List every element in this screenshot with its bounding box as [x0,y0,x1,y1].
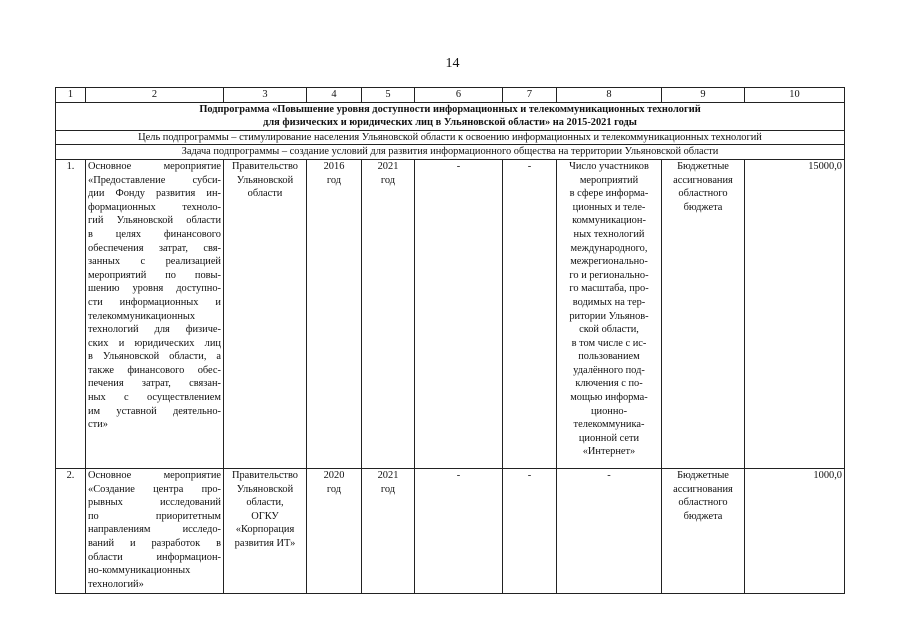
end-line: 2021 [377,469,399,481]
indicator-line: ционно- [590,405,628,417]
indicator-line: мероприятий [579,174,639,186]
column-7-cell: - [503,159,557,468]
subprogram-task: Задача подпрограммы – создание условий для развития информационного общества на территории Ульяновской области [56,145,845,160]
activity-line: Основное мероприятие [88,469,221,481]
indicator-line: в том числе с ис- [571,337,647,349]
start-year-cell [307,468,362,593]
activity-line: формационных техноло- [88,201,221,213]
activity-line: также финансового обес- [88,364,221,376]
executor-cell [224,468,307,593]
column-header-10: 10 [745,88,845,103]
source-line: ассигнования [673,483,733,495]
activity-line: обеспечения затрат, свя- [88,242,221,254]
indicator-line: международного, [570,242,648,254]
end-line: 2021 [377,160,399,172]
indicator-line: телекоммуника- [573,419,645,431]
activity-line: им уставной деятельно- [88,405,221,417]
start-line: год [326,174,342,186]
end-line: год [380,174,396,186]
subprogram-title [56,102,845,130]
source-line: Бюджетные [677,469,729,481]
column-header-6: 6 [415,88,503,103]
end-year-cell [362,468,415,593]
end-line: год [380,483,396,495]
table-row [56,468,845,593]
indicator-cell [557,159,662,468]
indicator-line: ционной сети [578,432,640,444]
column-header-5: 5 [362,88,415,103]
activity-line: занных с реализацией [88,256,221,268]
executor-line: развития ИТ» [234,537,296,549]
start-line: 2020 [323,469,345,481]
source-line: Бюджетные [677,160,729,172]
activity-line: в Ульяновской области, а [88,351,221,363]
executor-cell [224,159,307,468]
activity-line: технологий» [88,578,144,590]
indicator-line: ключения с по- [575,378,643,390]
indicator-line: ционных и теле- [572,201,646,213]
activity-line: ских и юридических лиц [88,337,221,349]
activity-line: мероприятий по повы- [88,269,221,281]
task-row [56,145,845,160]
executor-line: ОГКУ [251,510,279,522]
activity-line: в целях финансового [88,228,221,240]
column-header-2: 2 [86,88,224,103]
start-year-cell [307,159,362,468]
executor-line: области, [246,497,284,509]
activity-line: но-коммуникационных [88,565,191,577]
indicator-line: водимых на тер- [572,296,646,308]
indicator-line: го масштаба, про- [569,283,649,295]
activity-line: «Предоставление субси- [88,174,221,186]
activity-line: Основное мероприятие [88,160,221,172]
funding-source-cell [662,159,745,468]
executor-line: области [247,188,283,200]
column-6-cell: - [415,159,503,468]
end-year-cell [362,159,415,468]
activity-cell [86,468,224,593]
source-line: областного [678,188,728,200]
activity-line: «Создание центра про- [88,483,221,495]
activity-line: сти информационных и [88,296,221,308]
start-line: год [326,483,342,495]
row-number: 2. [56,468,86,593]
activity-line: телекоммуникационных [88,310,196,322]
activity-line: шению уровня доступно- [88,283,221,295]
activity-line: гий Ульяновской области [88,215,221,227]
column-header-3: 3 [224,88,307,103]
indicator-line: го и регионально- [569,269,649,281]
indicator-cell [557,468,662,593]
activity-line: дии Фонду развития ин- [88,188,221,200]
column-6-cell: - [415,468,503,593]
indicator-line: «Интернет» [582,446,636,458]
source-line: ассигнования [673,174,733,186]
source-line: бюджета [683,201,723,213]
activity-line: направлениям исследо- [88,524,221,536]
activity-line: рывных исследований [88,497,221,509]
indicator-line: в сфере информа- [569,188,649,200]
indicator-line: ных технологий [573,228,645,240]
executor-line: «Корпорация [235,524,295,536]
executor-line: Правительство [231,469,299,481]
column-header-7: 7 [503,88,557,103]
goal-row [56,130,845,145]
amount-cell: 1000,0 [745,468,845,593]
executor-line: Ульяновской [236,174,294,186]
row-number: 1. [56,159,86,468]
subprogram-table [55,87,845,594]
table-row [56,159,845,468]
activity-line: ваний и разработок в [88,537,221,549]
column-number-row [56,88,845,103]
indicator-line: пользованием [578,351,640,363]
subprogram-title-line: для физических и юридических лиц в Ульяновской области» на 2015-2021 годы [263,117,637,129]
source-line: областного [678,497,728,509]
subprogram-goal: Цель подпрограммы – стимулирование населения Ульяновской области к освоению информационных и телекоммуникационных технологий [56,130,845,145]
column-header-9: 9 [662,88,745,103]
activity-line: печения затрат, связан- [88,378,221,390]
indicator-line: удалённого под- [573,364,645,376]
activity-line: сти» [88,419,108,431]
funding-source-cell [662,468,745,593]
indicator-line: ской области, [579,324,639,336]
indicator-line: - [607,469,611,481]
page-number: 14 [445,56,460,71]
indicator-line: Число участников [569,160,649,172]
subprogram-title-line: Подпрограмма «Повышение уровня доступности информационных и телекоммуникационных технологий [199,103,701,115]
column-header-8: 8 [557,88,662,103]
indicator-line: межрегионально- [570,256,648,268]
indicator-line: ритории Ульянов- [569,310,649,322]
column-header-1: 1 [56,88,86,103]
source-line: бюджета [683,510,723,522]
activity-line: по приоритетным [88,510,221,522]
activity-cell [86,159,224,468]
subprogram-title-row [56,102,845,130]
executor-line: Ульяновской [236,483,294,495]
executor-line: Правительство [231,160,299,172]
column-7-cell: - [503,468,557,593]
column-header-4: 4 [307,88,362,103]
activity-line: области информацион- [88,551,221,563]
start-line: 2016 [323,160,345,172]
amount-cell: 15000,0 [745,159,845,468]
activity-line: ных с осуществлением [88,392,221,404]
activity-line: технологий для физиче- [88,324,221,336]
indicator-line: коммуникацион- [572,215,646,227]
indicator-line: мощью информа- [570,392,648,404]
